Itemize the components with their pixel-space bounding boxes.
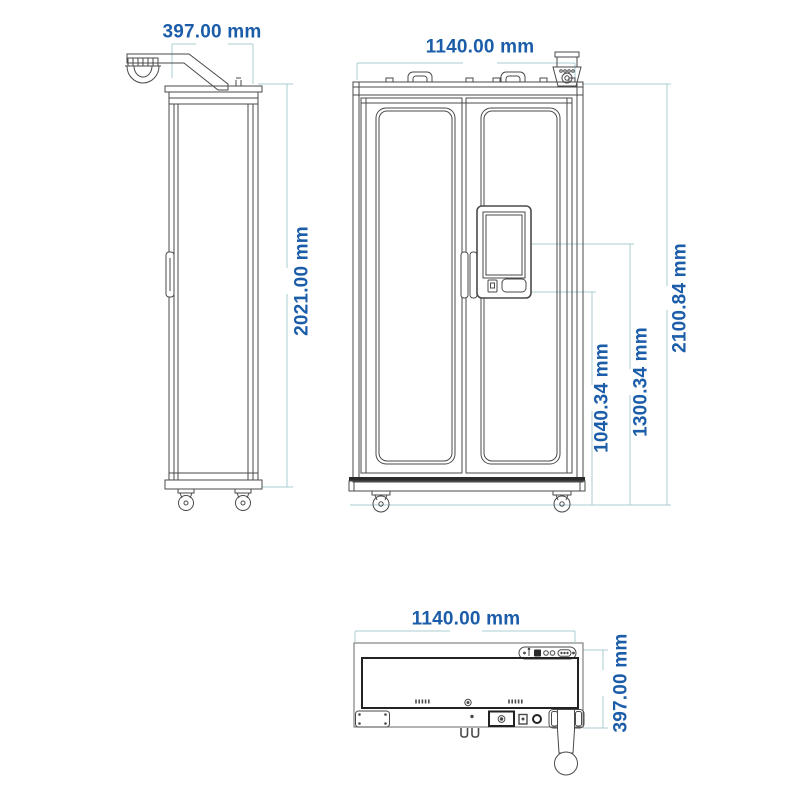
port-round-icon: [544, 651, 549, 656]
top-bolt: [234, 78, 243, 86]
side-camera-arm: [125, 54, 243, 90]
lifting-eyes: [386, 72, 575, 82]
camera-cap-ribs: [133, 58, 153, 66]
side-door-edge-lines: [169, 104, 258, 480]
side-height-dimline: [258, 84, 293, 487]
top-camera-arm: [549, 710, 584, 776]
port-dot-icon: [524, 652, 526, 654]
front-screen-height-dimension: 1300.34 mm: [630, 327, 652, 437]
port-round-icon: [550, 651, 555, 656]
camera-arm-bracket: [127, 54, 228, 90]
u-clip: [461, 728, 468, 737]
front-overall-height-dimension: 2100.84 mm: [669, 243, 691, 353]
control-panel: [477, 206, 531, 298]
caster: [235, 489, 251, 511]
top-width-dimline: [355, 631, 575, 642]
port-dot-icon: [573, 652, 575, 654]
caster: [178, 489, 194, 511]
left-mount-bracket: [356, 711, 390, 727]
side-body-outline: [169, 92, 258, 480]
top-bumps: [386, 78, 575, 82]
front-width-dimline: [357, 63, 575, 80]
front-doors: [361, 98, 572, 473]
dome-camera-top: [555, 752, 578, 775]
port-square-icon: [534, 650, 541, 657]
front-width-dimension: 1140.00 mm: [425, 36, 535, 58]
front-edge-fittings: [356, 711, 542, 737]
side-view: [125, 54, 262, 511]
top-width-dimension: 1140.00 mm: [411, 608, 521, 630]
front-view: [349, 52, 585, 512]
caster: [372, 491, 390, 512]
left-door-panel: [376, 108, 455, 464]
caster: [553, 491, 571, 512]
front-camera: [553, 52, 581, 86]
top-depth-dimension: 397.00 mm: [610, 633, 632, 733]
dome-camera: [125, 66, 161, 83]
side-casters: [178, 489, 251, 511]
u-clip: [472, 728, 479, 737]
side-width-dimension: 397.00 mm: [162, 21, 262, 43]
side-height-dimension: 2021.00 mm: [291, 226, 313, 336]
side-top-band-lines: [169, 98, 258, 104]
top-view: [354, 643, 584, 775]
control-panel-bezel: [477, 206, 531, 298]
front-reader-height-dimension: 1040.34 mm: [591, 343, 613, 453]
left-door-panel-inner: [379, 111, 452, 461]
round-port: [533, 715, 541, 723]
small-hole: [471, 715, 473, 717]
side-base: [165, 480, 262, 489]
right-door-handle[interactable]: [470, 252, 477, 298]
left-door-handle[interactable]: [461, 252, 468, 298]
arm-shaft: [558, 710, 575, 754]
side-cabinet-body: [165, 86, 262, 489]
top-depth-dimline: [583, 650, 608, 728]
front-kick-band: [349, 477, 585, 481]
